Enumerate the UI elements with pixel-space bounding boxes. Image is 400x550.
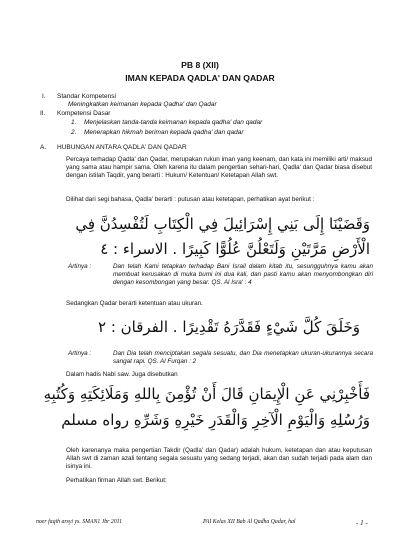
kompetensi-label: Kompetensi Dasar xyxy=(57,110,111,117)
standar-label: Standar Kompetensi xyxy=(57,93,116,100)
paragraph-6: Perhatikan firman Allah swt. Berikut: xyxy=(66,477,167,484)
paragraph-5: Oleh karenanya maka pengertian Takdir (Qadla' dan Qadar) adalah hukum, ketetapan dan atau keputusan Allah swt di zaman azali tentang segala sesuatu yang sedang terjadi, akan dan sudah terjadi pada alam dan isinya ini. xyxy=(66,447,372,471)
kompetensi-item-2-num: 2. xyxy=(71,129,77,136)
paragraph-1: Percaya terhadap Qadla' dan Qadar, merupakan rukun iman yang keenam, dan kata ini memiliki arti/ maksud yang sama atau hampir sama. Oleh karena itu dalam pengertian sehari-hari, Qadla' dan Qadar biasa disebut dengan istilah Taqdir, yang berarti : Hukum/ Ketentuan/ Ketetapan Allah swt. xyxy=(66,156,372,180)
translation-1: Dan telah Kami tetapkan terhadap Bani Israil dalam kitab itu, sesungguhnya kamu akan membuat kerusakan di muka bumi ini dua kali, dan pasti kamu akan menyombongkan diri dengan kesombongan yang besar. QS. Al Isra' : 4 xyxy=(113,263,373,286)
hadith-line-1: فَأَخْبِرْنِي عَنِ الْإِيمَانِ قَالَ أَنْ تُؤْمِنَ بِاللهِ وَمَلَائِكَتِهِ وَكُتُبِهِ xyxy=(43,385,370,403)
paragraph-4: Dalam hadis Nabi saw. Juga disebutkan xyxy=(66,371,178,378)
footer-course: PAI Kelas XII Bab Al Qadha Qadar, hal xyxy=(203,519,296,525)
chapter-code: PB 8 (XII) xyxy=(181,60,219,70)
section-heading: HUBUNGAN ANTARA QADLA' DAN QADAR xyxy=(57,144,187,151)
standar-text: Meningkatkan keimanan kepada Qadha' dan Qadar xyxy=(68,101,217,108)
kompetensi-item-2: Menerapkan hikmah beriman kepada qadha' dan qadar xyxy=(84,129,244,136)
artinya-label-2: Artinya : xyxy=(68,350,92,357)
section-letter: A. xyxy=(40,144,47,151)
arabic-verse-1-line-1: وَقَضَيْنَا إِلَى بَنِي إِسْرَائِيلَ فِي الْكِتَابِ لَتُفْسِدُنَّ فِي xyxy=(75,215,370,233)
artinya-label-1: Artinya : xyxy=(68,263,92,270)
arabic-verse-2: وَخَلَقَ كُلَّ شَيْءٍ فَقَدَّرَهُ تَقْدِيرًا . الفرقان : ٢ xyxy=(98,318,360,336)
kompetensi-numeral: II. xyxy=(40,110,46,117)
standar-numeral: I. xyxy=(42,93,46,100)
page-number: - 1 - xyxy=(356,519,368,527)
translation-2: Dan Dia telah menciptakan segala sesuatu, dan Dia menetapkan ukuran-ukurannya secara sangat rapi. QS. Al Furqan : 2 xyxy=(113,350,373,365)
kompetensi-item-1-num: 1. xyxy=(71,119,77,126)
chapter-title: IMAN KEPADA QADLA' DAN QADAR xyxy=(125,73,275,83)
paragraph-2: Dilihat dari segi bahasa, Qadla' berarti : putusan atau ketetapan, perhatikan ayat berikut : xyxy=(66,196,315,203)
hadith-line-2: وَرُسُلِهِ وَالْيَوْمِ الْآخِرِ وَالْقَدَرِ خَيْرِهِ وَشَرِّهِ رواه مسلم xyxy=(61,411,370,429)
paragraph-3: Sedangkan Qadar berarti ketentuan atau ukuran. xyxy=(66,300,203,307)
arabic-verse-1-line-2: الْأَرْضِ مَرَّتَيْنِ وَلَتَعْلُنَّ عُلُوًّا كَبِيرًا . الاسراء : ٤ xyxy=(100,240,370,258)
footer-author: noer faqih arsyi ys. SMAN1 Jbr 2011 xyxy=(36,519,123,525)
kompetensi-item-1: Menjelaskan tanda-tanda keimanan kepada qadha' dan qadar xyxy=(84,119,263,126)
